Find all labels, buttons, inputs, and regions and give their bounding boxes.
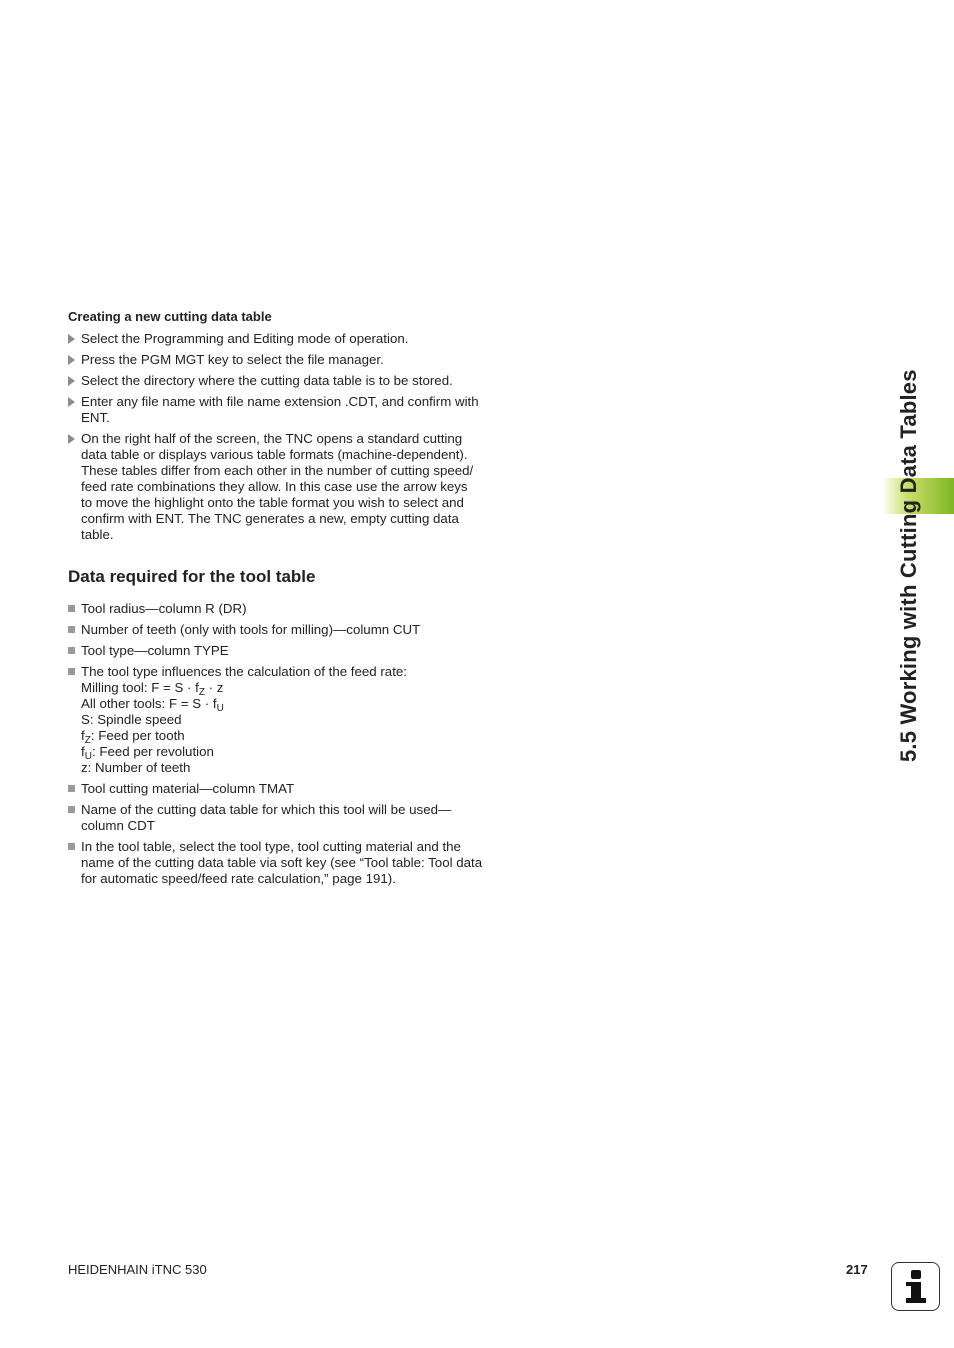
square-bullet-icon	[68, 626, 75, 633]
list-item: The tool type influences the calculation of the feed rate: Milling tool: $F = S \cdot f_Z \cdot z$ All other tools: $F = S \cdot f_U$ S: Spindle speed $f_Z$: Feed per tooth $f_U$: Feed per revolution z: Number of teeth	[68, 664, 518, 776]
square-bullet-icon	[68, 605, 75, 612]
triangle-bullet-icon	[68, 334, 75, 344]
info-icon	[891, 1262, 940, 1311]
triangle-bullet-icon	[68, 355, 75, 365]
triangle-bullet-icon	[68, 434, 75, 444]
square-bullet-icon	[68, 806, 75, 813]
list-item: Tool radius—column R (DR)	[68, 601, 518, 617]
main-content	[68, 309, 518, 892]
square-bullet-icon	[68, 668, 75, 675]
list-item: Number of teeth (only with tools for milling)—column CUT	[68, 622, 518, 638]
chapter-title: 5.5 Working with Cutting Data Tables	[896, 369, 921, 762]
legend-fu: $f_U$: Feed per revolution	[81, 744, 214, 762]
page-number: 217	[846, 1262, 868, 1277]
section-heading: Data required for the tool table	[68, 567, 316, 586]
step-item: Select the directory where the cutting data table is to be stored.	[68, 373, 518, 389]
list-item: In the tool table, select the tool type, tool cutting material and the name of the cutting data table via soft key (see “Tool table: Tool data for automatic speed/feed rate calculation,” page 191).	[68, 839, 518, 887]
square-bullet-icon	[68, 843, 75, 850]
triangle-bullet-icon	[68, 397, 75, 407]
formula-milling: Milling tool: $F = S \cdot f_Z \cdot z$	[81, 680, 224, 698]
legend-fz: $f_Z$: Feed per tooth	[81, 728, 185, 746]
triangle-bullet-icon	[68, 376, 75, 386]
step-item: Press the PGM MGT key to select the file manager.	[68, 352, 518, 368]
list-item: Tool type—column TYPE	[68, 643, 518, 659]
sub-heading: Creating a new cutting data table	[68, 309, 272, 324]
step-item: Select the Programming and Editing mode of operation.	[68, 331, 518, 347]
square-bullet-icon	[68, 785, 75, 792]
footer-product: HEIDENHAIN iTNC 530	[68, 1262, 207, 1277]
step-item: Enter any file name with file name extension .CDT, and confirm with ENT.	[68, 394, 518, 426]
square-bullet-icon	[68, 647, 75, 654]
step-item: On the right half of the screen, the TNC opens a standard cutting data table or displays various table formats (machine-dependent). These tables differ from each other in the number of cutting speed/ feed rate combinations they allow. In this case use the arrow keys to move the highlight onto the table format you wish to select and confirm with ENT. The TNC generates a new, empty cutting data table.	[68, 431, 518, 543]
bullet-list	[68, 601, 518, 887]
list-item: Tool cutting material—column TMAT	[68, 781, 518, 797]
list-item: Name of the cutting data table for which this tool will be used— column CDT	[68, 802, 518, 834]
step-list	[68, 331, 518, 543]
formula-other: All other tools: $F = S \cdot f_U$	[81, 696, 224, 714]
